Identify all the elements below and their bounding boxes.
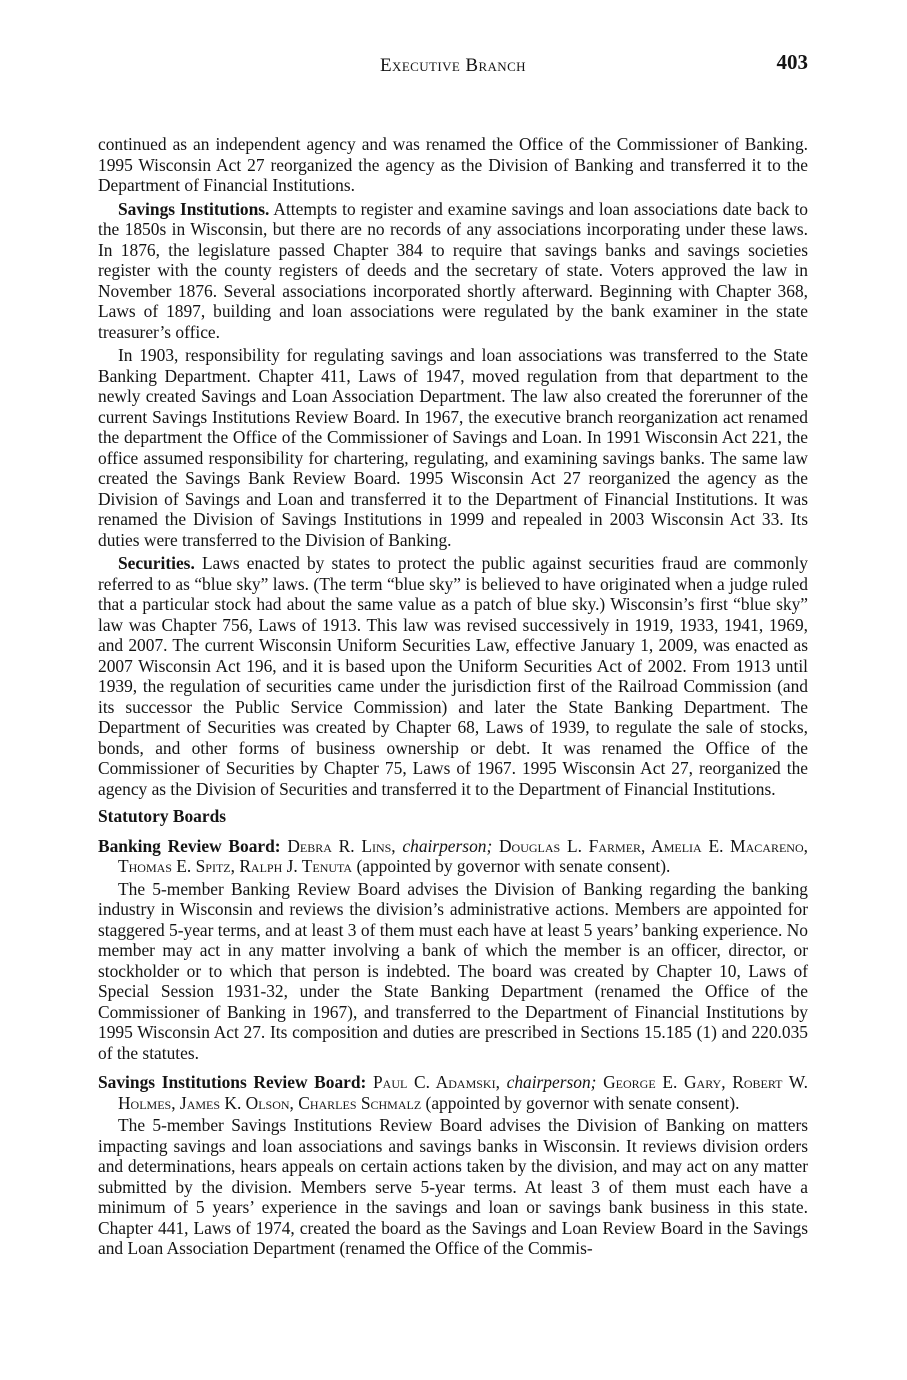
savings-review-board-name: Savings Institutions Review Board: [98, 1072, 367, 1092]
paragraph-savings-history: In 1903, responsibility for regulating savings and loan associations was transferred to the State Banking Department. Chapter 411, Laws of 1947, moved regulation from that department to the newly created Savings and Loan Association Department. The law also created the forerunner of the current Savings Institutions Review Board. In 1967, the executive branch reorganization act renamed the department the Office of the Commissioner of Savings and Loan. In 1991 Wisconsin Act 221, the office assumed responsibility for chartering, regulating, and examining savings banks. The same law created the Savings Bank Review Board. 1995 Wisconsin Act 27 reorganized the agency as the Division of Savings and Loan and transferred it to the Department of Financial Institutions. It was renamed the Division of Savings Institutions in 1999 and repealed in 2003 Wisconsin Act 33. Its duties were transferred to the Division of Banking. [98, 345, 808, 550]
savings-review-board-entry [98, 1072, 808, 1113]
banking-board-chair-role: chairperson; [402, 835, 493, 856]
savings-board-description: The 5-member Savings Institutions Review Board advises the Division of Banking on matters impacting savings and loan associations and savings banks in Wisconsin. It reviews division orders and determinations, hears appeals on certain actions taken by the division, and may act on any matter submitted by the division. Members serve 5-year terms. At least 3 of them must each have a minimum of 5 years’ experience in the savings and loan or savings bank business in this state. Chapter 441, Laws of 1974, created the board as the Savings and Loan Review Board in the Savings and Loan Association Department (renamed the Office of the Commis- [98, 1115, 808, 1258]
banking-board-chair: Debra R. Lins, [287, 835, 396, 856]
savings-institutions-text: Attempts to register and examine savings and loan associations date back to the 1850s in Wisconsin, but there are no records of any associations incorporating under these laws. In 1876, the legislature passed Chapter 384 to require that savings banks and savings societies register with the county registers of deeds and the secretary of state. Voters approved the law in November 1876. Several associations incorporated shortly afterward. Beginning with Chapter 368, Laws of 1897, building and loan associations were regulated by the bank examiner in the state treasurer’s office. [98, 198, 809, 342]
savings-institutions-heading: Savings Institutions. [118, 198, 270, 219]
paragraph-savings-institutions [98, 199, 808, 343]
securities-heading: Securities. [118, 553, 195, 573]
banking-review-board-entry [98, 836, 808, 877]
banking-board-appointment: (appointed by governor with senate consent). [356, 856, 671, 876]
savings-board-chair-role: chairperson; [506, 1072, 597, 1092]
savings-board-chair: Paul C. Adamski, [373, 1072, 500, 1092]
banking-board-description: The 5-member Banking Review Board advises the Division of Banking regarding the banking industry in Wisconsin and reviews the division’s administrative actions. Members are appointed for staggered 5-year terms, and at least 3 of them must each have at least 5 years’ banking experience. No member may act in any matter involving a bank of which the member is an officer, director, or stockholder or to which that person is indebted. The board was created by Chapter 10, Laws of Special Session 1931-32, under the State Banking Department (renamed the Office of the Commissioner of Banking in 1967), and transferred to the Department of Financial Institutions by 1995 Wisconsin Act 27. Its composition and duties are prescribed in Sections 15.185 (1) and 220.035 of the statutes. [98, 878, 808, 1063]
savings-board-appointment: (appointed by governor with senate consent). [425, 1092, 740, 1113]
securities-text: Laws enacted by states to protect the public against securities fraud are commonly referred to as “blue sky” laws. (The term “blue sky” is believed to have originated when a judge ruled that a particular stock had about the same value as a patch of blue sky.) Wisconsin’s first “blue sky” law was Chapter 756, Laws of 1913. This law was revised successively in 1919, 1933, 1941, 1969, and 2007. The current Wisconsin Uniform Securities Law, effective January 1, 2009, was enacted as 2007 Wisconsin Act 196, and it is based upon the Uniform Securities Act of 2002. From 1913 until 1939, the regulation of securities came under the jurisdiction first of the Railroad Commission (and its successor the Public Service Commission) and later the State Banking Department. The Department of Securities was created by Chapter 68, Laws of 1939, to regulate the sale of stocks, bonds, and other forms of business ownership or debt. It was renamed the Office of the Commissioner of Securities by Chapter 75, Laws of 1967. 1995 Wisconsin Act 27, reorganized the agency as the Division of Securities and transferred it to the Department of Financial Institutions. [98, 553, 808, 799]
savings-board-members: George E. Gary, Robert W. Holmes, James K. Olson, Charles Schmalz [118, 1072, 808, 1113]
running-head [98, 52, 808, 82]
banking-board-members: Douglas L. Farmer, Amelia E. Macareno, Thomas E. Spitz, Ralph J. Tenuta [118, 835, 808, 876]
page-number: 403 [776, 50, 808, 74]
page-body [98, 134, 808, 1259]
statutory-boards-heading: Statutory Boards [98, 806, 227, 826]
paragraph-banking-continued: continued as an independent agency and was renamed the Office of the Commissioner of Banking. 1995 Wisconsin Act 27 reorganized the agency as the Division of Banking and transferred it to the Department of Financial Institutions. [98, 134, 808, 195]
document-page [98, 52, 808, 1259]
banking-review-board-name: Banking Review Board: [98, 835, 281, 856]
paragraph-securities [98, 553, 808, 799]
section-title: Executive Branch [380, 55, 526, 76]
